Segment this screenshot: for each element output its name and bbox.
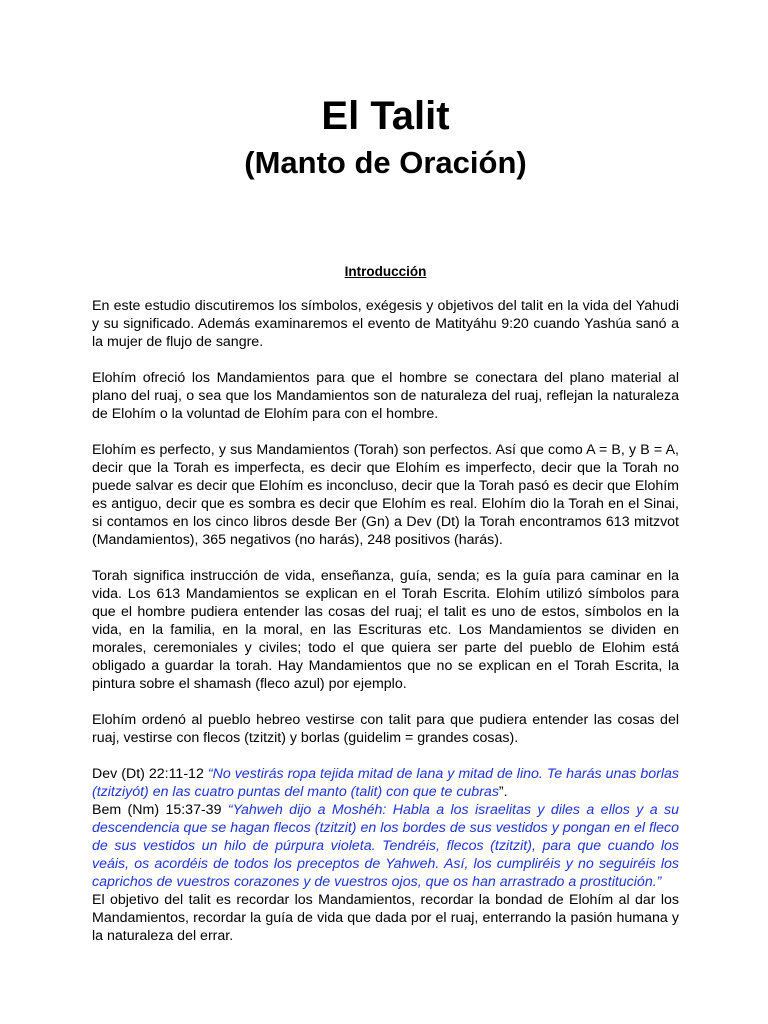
citation-quote: “Yahweh dijo a Moshéh: Habla a los israelitas y diles a ellos y a su descendencia que se hagan flecos (tzitzit) en los bordes de sus vestidos y pongan en el fleco de sus vestidos un hilo de púrpura violeta. Tendréis, flecos (tzitzit), para que cuando los veáis, os acordéis de todos los preceptos de Yahweh. Así, los cumpliréis y no seguiréis los caprichos de vuestros corazones y de vuestros ojos, que os han arrastrado a prostitución.” [92, 802, 679, 890]
citation-closing: ”. [498, 784, 508, 800]
paragraph-5: Elohím ordenó al pueblo hebreo vestirse con talit para que pudiera entender las cosas del ruaj, vestirse con flecos (tzitzit) y borlas (guidelim = grandes cosas). [92, 712, 679, 746]
citation-numbers [92, 801, 679, 891]
paragraph-1: En este estudio discutiremos los símbolos, exégesis y objetivos del talit en la vida del Yahudi y su significado. Además examinaremos el evento de Matityáhu 9:20 cuando Yashúa sanó a la mujer de flujo de sangre. [92, 298, 679, 350]
citation-reference: Bem (Nm) 15:37-39 [92, 802, 228, 818]
section-heading: Introducción [344, 264, 427, 279]
paragraph-4: Torah significa instrucción de vida, enseñanza, guía, senda; es la guía para caminar en la vida. Los 613 Mandamientos se explican en el Torah Escrita. Elohím utilizó símbolos para que el hombre pudiera entender las cosas del ruaj; el talit es uno de estos, símbolos en la vida, en la familia, en la moral, en las Escrituras etc. Los Mandamientos se dividen en morales, ceremoniales y civiles; todo el que quiera ser parte del pueblo de Elohim está obligado a guardar la torah. Hay Mandamientos que no se explican en el Torah Escrita, la pintura sobre el shamash (fleco azul) por ejemplo. [92, 568, 679, 692]
citation-quote: “No vestirás ropa tejida mitad de lana y mitad de lino. Te harás unas borlas (tzitziyót) en las cuatro puntas del manto (talit) con que te cubras [92, 766, 679, 800]
closing-paragraph: El objetivo del talit es recordar los Mandamientos, recordar la bondad de Elohím al dar los Mandamientos, recordar la guía de vida que dada por el ruaj, enterrando la pasión humana y la naturaleza del errar. [92, 892, 679, 944]
citation-deuteronomy [92, 765, 679, 801]
citation-reference: Dev (Dt) 22:11-12 [92, 766, 208, 782]
paragraph-3: Elohím es perfecto, y sus Mandamientos (Torah) son perfectos. Así que como A = B, y B = A, decir que la Torah es imperfecta, es decir que Elohím es imperfecto, decir que la Torah no puede salvar es decir que Elohím es inconcluso, decir que la Torah pasó es decir que Elohím es antiguo, decir que es sombra es decir que Elohím es real. Elohím dio la Torah en el Sinai, si contamos en los cinco libros desde Ber (Gn) a Dev (Dt) la Torah encontramos 613 mitzvot (Mandamientos), 365 negativos (no harás), 248 positivos (harás). [92, 442, 679, 548]
document-body [92, 297, 679, 945]
document-subtitle: (Manto de Oración) [244, 145, 527, 180]
document-title: El Talit [321, 94, 450, 138]
paragraph-2: Elohím ofreció los Mandamientos para que el hombre se conectara del plano material al plano del ruaj, o sea que los Mandamientos son de naturaleza del ruaj, reflejan la naturaleza de Elohím o la voluntad de Elohím para con el hombre. [92, 370, 679, 422]
